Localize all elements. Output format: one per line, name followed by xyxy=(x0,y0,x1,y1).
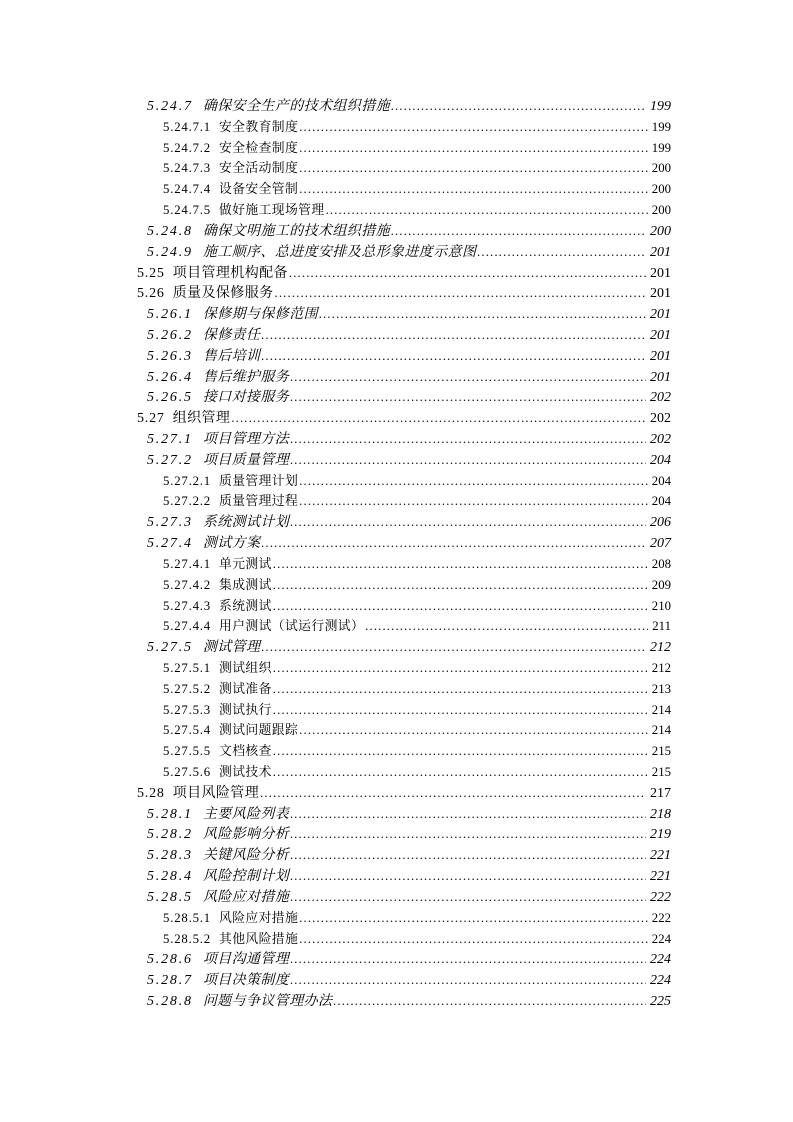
toc-entry-number: 5.27.4 xyxy=(147,536,193,552)
toc-entry[interactable] xyxy=(0,970,671,991)
toc-entry-number: 5.26 xyxy=(137,286,165,302)
toc-dot-leader xyxy=(299,471,648,492)
toc-entry-number: 5.27.4.3 xyxy=(163,598,211,613)
toc-dot-leader xyxy=(261,346,646,368)
toc-entry[interactable] xyxy=(0,387,671,408)
toc-entry[interactable] xyxy=(0,512,671,533)
toc-entry[interactable] xyxy=(0,887,671,908)
toc-entry[interactable] xyxy=(0,346,671,367)
toc-entry[interactable] xyxy=(0,637,671,658)
toc-dot-leader xyxy=(290,949,646,971)
toc-entry-number: 5.27.2.1 xyxy=(163,473,211,488)
toc-entry-page: 215 xyxy=(651,765,671,779)
toc-entry-page: 201 xyxy=(650,244,671,260)
toc-entry-number: 5.24.8 xyxy=(147,223,193,239)
toc-dot-leader xyxy=(290,804,646,826)
toc-entry[interactable] xyxy=(0,429,671,450)
toc-entry-page: 219 xyxy=(650,827,671,843)
toc-entry[interactable] xyxy=(0,533,671,554)
toc-entry-number: 5.27.2 xyxy=(147,452,193,468)
toc-dot-leader xyxy=(319,304,646,326)
toc-entry[interactable] xyxy=(0,450,671,471)
toc-entry-page: 213 xyxy=(651,681,671,696)
toc-dot-leader xyxy=(273,700,648,721)
toc-entry[interactable] xyxy=(0,908,671,929)
toc-entry-page: 210 xyxy=(651,598,671,613)
toc-entry-page: 201 xyxy=(650,307,671,323)
toc-entry-title: 做好施工现场管理 xyxy=(219,203,325,218)
toc-entry-title: 项目质量管理 xyxy=(202,452,290,468)
toc-entry-page: 212 xyxy=(651,660,671,675)
toc-entry-title: 安全检查制度 xyxy=(219,140,299,155)
toc-entry-title: 测试技术 xyxy=(219,765,272,779)
toc-entry[interactable] xyxy=(0,304,671,325)
toc-entry-number: 5.27 xyxy=(137,411,165,427)
toc-entry-title: 安全活动制度 xyxy=(219,161,299,176)
toc-entry[interactable] xyxy=(0,179,671,200)
toc-entry-number: 5.24.7.4 xyxy=(163,182,211,197)
toc-dot-leader xyxy=(290,429,646,451)
toc-entry-number: 5.27.1 xyxy=(147,432,193,447)
toc-entry-title: 风险控制计划 xyxy=(202,869,290,885)
toc-entry-page: 201 xyxy=(650,348,671,364)
toc-dot-leader xyxy=(333,991,646,1013)
toc-entry-page: 217 xyxy=(650,785,671,801)
toc-entry-title: 售后培训 xyxy=(202,348,261,364)
toc-entry-number: 5.28.1 xyxy=(147,806,193,822)
toc-entry-title: 质量管理过程 xyxy=(219,494,299,509)
toc-entry-title: 售后维护服务 xyxy=(202,369,290,385)
toc-entry[interactable] xyxy=(0,408,671,429)
toc-dot-leader xyxy=(273,679,648,700)
toc-entry-page: 218 xyxy=(650,806,671,822)
toc-entry[interactable] xyxy=(0,242,671,263)
toc-dot-leader xyxy=(290,387,646,409)
toc-entry[interactable] xyxy=(0,804,671,825)
toc-entry-number: 5.27.5.5 xyxy=(163,744,211,759)
toc-entry[interactable] xyxy=(0,325,671,346)
toc-entry[interactable] xyxy=(0,283,671,304)
toc-dot-leader xyxy=(290,367,646,389)
toc-entry-title: 项目沟通管理 xyxy=(202,952,290,968)
toc-entry-title: 文档核查 xyxy=(219,744,272,759)
toc-entry-page: 224 xyxy=(651,931,671,946)
toc-entry-title: 测试管理 xyxy=(202,640,261,656)
toc-entry-number: 5.28.5.2 xyxy=(163,931,211,946)
toc-dot-leader xyxy=(290,887,646,909)
toc-entry-number: 5.27.5.6 xyxy=(163,765,211,779)
toc-entry-number: 5.27.5.1 xyxy=(163,660,211,675)
toc-entry[interactable] xyxy=(0,783,671,804)
toc-entry-number: 5.28.5 xyxy=(147,889,193,905)
toc-entry-page: 221 xyxy=(650,869,671,885)
toc-entry-title: 关键风险分析 xyxy=(202,848,290,864)
toc-entry-number: 5.27.3 xyxy=(147,515,193,531)
toc-entry-number: 5.27.5.3 xyxy=(163,702,211,717)
toc-dot-leader xyxy=(299,929,648,950)
toc-dot-leader xyxy=(275,283,646,305)
toc-entry-title: 系统测试计划 xyxy=(202,515,290,531)
toc-entry[interactable] xyxy=(0,929,671,950)
toc-entry-number: 5.27.5.2 xyxy=(163,681,211,696)
toc-entry-title: 风险影响分析 xyxy=(202,827,290,843)
toc-entry-number: 5.28.5.1 xyxy=(163,910,211,925)
toc-entry-title: 风险应对措施 xyxy=(219,910,299,925)
toc-entry[interactable] xyxy=(0,221,671,242)
toc-entry-number: 5.24.7.5 xyxy=(163,203,211,218)
toc-dot-leader xyxy=(299,720,648,741)
toc-entry[interactable] xyxy=(0,741,671,762)
toc-entry-page: 199 xyxy=(651,140,671,155)
toc-entry-page: 215 xyxy=(651,744,671,759)
toc-entry[interactable] xyxy=(0,845,671,866)
toc-entry-number: 5.28.3 xyxy=(147,848,193,864)
toc-entry-title: 项目决策制度 xyxy=(202,973,290,989)
toc-dot-leader xyxy=(477,242,646,264)
toc-entry-number: 5.27.4.2 xyxy=(163,577,211,592)
toc-entry-number: 5.27.5 xyxy=(147,640,193,656)
toc-dot-leader xyxy=(289,263,646,285)
toc-entry-page: 201 xyxy=(650,327,671,343)
toc-entry-page: 221 xyxy=(650,848,671,864)
toc-entry-number: 5.26.4 xyxy=(147,369,193,385)
toc-entry-page: 214 xyxy=(651,702,671,717)
toc-entry[interactable] xyxy=(0,991,671,1012)
toc-dot-leader xyxy=(365,616,648,637)
toc-entry[interactable] xyxy=(0,720,671,741)
toc-entry-title: 设备安全管制 xyxy=(219,182,299,197)
toc-entry[interactable] xyxy=(0,762,671,783)
toc-entry-title: 项目风险管理 xyxy=(172,785,260,801)
toc-entry-number: 5.28.7 xyxy=(147,973,193,989)
toc-entry-number: 5.24.7 xyxy=(147,99,193,114)
toc-entry-page: 204 xyxy=(650,452,671,468)
toc-entry-page: 200 xyxy=(651,161,671,176)
toc-dot-leader xyxy=(299,117,648,138)
toc-entry-title: 测试方案 xyxy=(202,536,261,552)
toc-entry[interactable] xyxy=(0,263,671,284)
toc-entry-title: 其他风险措施 xyxy=(219,931,299,946)
toc-dot-leader xyxy=(299,138,648,159)
toc-entry-page: 206 xyxy=(650,515,671,531)
toc-entry-number: 5.26.5 xyxy=(147,390,193,406)
toc-entry-page: 202 xyxy=(650,432,671,447)
toc-dot-leader xyxy=(290,845,646,867)
toc-entry[interactable] xyxy=(0,554,671,575)
toc-dot-leader xyxy=(299,491,648,512)
toc-dot-leader xyxy=(273,762,648,783)
toc-entry-title: 确保安全生产的技术组织措施 xyxy=(202,99,391,114)
toc-entry-number: 5.27.5.4 xyxy=(163,723,211,738)
toc-entry[interactable] xyxy=(0,575,671,596)
toc-entry-title: 测试问题跟踪 xyxy=(219,723,299,738)
toc-entry-title: 质量及保修服务 xyxy=(172,286,274,302)
toc-entry-page: 211 xyxy=(652,619,671,634)
toc-entry-page: 212 xyxy=(650,640,671,656)
toc-dot-leader xyxy=(261,533,646,555)
toc-entry-title: 安全教育制度 xyxy=(219,119,299,134)
toc-entry-number: 5.24.9 xyxy=(147,244,193,260)
toc-entry[interactable] xyxy=(0,96,671,117)
toc-entry-page: 202 xyxy=(650,390,671,406)
toc-entry-title: 保修责任 xyxy=(202,327,261,343)
toc-entry-page: 201 xyxy=(650,286,671,302)
toc-entry-number: 5.28.8 xyxy=(147,993,193,1009)
toc-entry-title: 测试执行 xyxy=(219,702,272,717)
toc-entry-title: 测试准备 xyxy=(219,681,272,696)
toc-entry-title: 确保文明施工的技术组织措施 xyxy=(202,223,391,239)
toc-entry-title: 组织管理 xyxy=(172,411,231,427)
toc-entry-title: 接口对接服务 xyxy=(202,390,290,406)
toc-entry-number: 5.27.4.1 xyxy=(163,556,211,571)
toc-entry-title: 质量管理计划 xyxy=(219,473,299,488)
toc-dot-leader xyxy=(261,325,646,347)
toc-dot-leader xyxy=(260,783,646,805)
toc-entry-number: 5.28.4 xyxy=(147,869,193,885)
toc-entry[interactable] xyxy=(0,117,671,138)
toc-entry-page: 201 xyxy=(650,265,671,281)
toc-entry-title: 问题与争议管理办法 xyxy=(202,993,333,1009)
toc-entry-page: 199 xyxy=(650,99,671,114)
toc-entry[interactable] xyxy=(0,616,671,637)
toc-entry[interactable] xyxy=(0,158,671,179)
toc-entry-title: 系统测试 xyxy=(219,598,272,613)
toc-entry[interactable] xyxy=(0,700,671,721)
toc-entry-number: 5.26.2 xyxy=(147,327,193,343)
toc-dot-leader xyxy=(299,158,648,179)
toc-dot-leader xyxy=(261,637,646,659)
toc-entry-page: 208 xyxy=(651,556,671,571)
toc-entry-title: 项目管理方法 xyxy=(202,432,290,447)
toc-entry-number: 5.25 xyxy=(137,265,165,281)
toc-dot-leader xyxy=(290,866,646,888)
table-of-contents xyxy=(0,96,671,1012)
toc-entry[interactable] xyxy=(0,866,671,887)
toc-entry-page: 204 xyxy=(651,494,671,509)
toc-entry-title: 保修期与保修范围 xyxy=(202,307,319,323)
toc-entry-number: 5.26.1 xyxy=(147,307,193,323)
toc-dot-leader xyxy=(273,554,648,575)
toc-entry-page: 224 xyxy=(650,952,671,968)
toc-dot-leader xyxy=(231,408,646,430)
toc-dot-leader xyxy=(273,658,648,679)
toc-entry-title: 测试组织 xyxy=(219,660,272,675)
toc-dot-leader xyxy=(273,596,648,617)
toc-entry-page: 222 xyxy=(651,910,671,925)
toc-entry-number: 5.26.3 xyxy=(147,348,193,364)
toc-entry-page: 204 xyxy=(651,473,671,488)
toc-entry-page: 202 xyxy=(650,411,671,427)
toc-entry[interactable] xyxy=(0,367,671,388)
toc-entry-title: 项目管理机构配备 xyxy=(172,265,288,281)
toc-entry-page: 200 xyxy=(651,182,671,197)
toc-dot-leader xyxy=(299,908,648,929)
toc-entry[interactable] xyxy=(0,200,671,221)
toc-entry-number: 5.24.7.1 xyxy=(163,119,211,134)
toc-entry-title: 施工顺序、总进度安排及总形象进度示意图 xyxy=(202,244,477,260)
toc-entry[interactable] xyxy=(0,949,671,970)
toc-entry-title: 集成测试 xyxy=(219,577,272,592)
toc-dot-leader xyxy=(290,970,646,992)
toc-entry-number: 5.24.7.3 xyxy=(163,161,211,176)
toc-entry[interactable] xyxy=(0,471,671,492)
toc-entry-page: 209 xyxy=(651,577,671,592)
toc-entry-number: 5.27.2.2 xyxy=(163,494,211,509)
toc-dot-leader xyxy=(273,575,648,596)
toc-entry-page: 214 xyxy=(651,723,671,738)
toc-entry[interactable] xyxy=(0,596,671,617)
toc-entry-title: 用户测试（试运行测试） xyxy=(219,619,365,634)
toc-entry[interactable] xyxy=(0,679,671,700)
toc-dot-leader xyxy=(299,179,648,200)
toc-entry-page: 200 xyxy=(650,223,671,239)
toc-entry-page: 200 xyxy=(651,203,671,218)
toc-entry-number: 5.24.7.2 xyxy=(163,140,211,155)
toc-entry-title: 主要风险列表 xyxy=(202,806,290,822)
toc-entry[interactable] xyxy=(0,824,671,845)
toc-entry-number: 5.28.2 xyxy=(147,827,193,843)
toc-dot-leader xyxy=(290,824,646,846)
toc-entry[interactable] xyxy=(0,658,671,679)
toc-entry-number: 5.28.6 xyxy=(147,952,193,968)
toc-dot-leader xyxy=(391,96,646,118)
toc-dot-leader xyxy=(326,200,648,221)
toc-dot-leader xyxy=(391,221,646,243)
toc-dot-leader xyxy=(273,741,648,762)
toc-entry-page: 201 xyxy=(650,369,671,385)
toc-entry-title: 单元测试 xyxy=(219,556,272,571)
toc-entry[interactable] xyxy=(0,491,671,512)
toc-entry[interactable] xyxy=(0,138,671,159)
toc-entry-page: 225 xyxy=(650,993,671,1009)
toc-entry-number: 5.27.4.4 xyxy=(163,619,211,634)
toc-entry-page: 224 xyxy=(650,973,671,989)
toc-entry-page: 222 xyxy=(650,889,671,905)
toc-entry-page: 207 xyxy=(650,536,671,552)
toc-entry-page: 199 xyxy=(651,119,671,134)
toc-entry-title: 风险应对措施 xyxy=(202,889,290,905)
toc-dot-leader xyxy=(290,450,646,472)
toc-dot-leader xyxy=(290,512,646,534)
toc-entry-number: 5.28 xyxy=(137,785,165,801)
